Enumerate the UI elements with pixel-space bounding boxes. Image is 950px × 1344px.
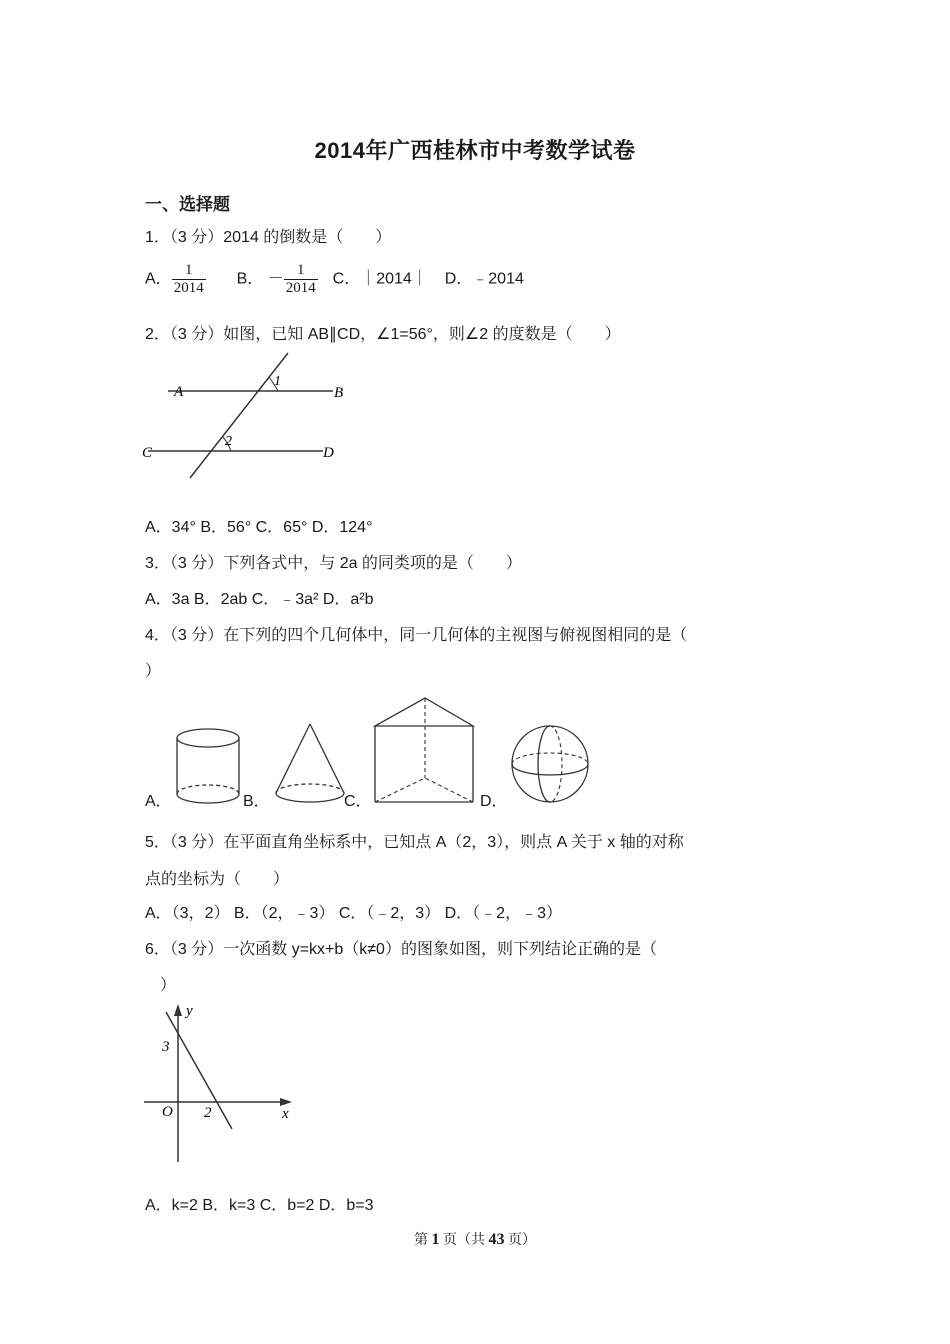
label-d: D bbox=[323, 445, 334, 461]
question-3-stem: 3．（3 分）下列各式中，与 2a 的同类项的是（ ） bbox=[145, 555, 522, 572]
transversal bbox=[190, 353, 288, 478]
question-2-options: A．34° B．56° C．65° D．124° bbox=[145, 519, 373, 536]
question-5-stem: 5．（3 分）在平面直角坐标系中，已知点 A（2，3），则点 A 关于 x 轴的对称 bbox=[145, 834, 684, 851]
cone-figure bbox=[272, 720, 350, 808]
label-b: B bbox=[334, 385, 344, 401]
current-page: 1 bbox=[431, 1231, 440, 1248]
page-title: 2014年广西桂林市中考数学试卷 bbox=[314, 138, 636, 163]
y-intercept-label: 3 bbox=[162, 1039, 170, 1055]
question-4-option-c: C． bbox=[344, 793, 372, 810]
label-angle-1: 1 bbox=[274, 374, 281, 389]
x-intercept-label: 2 bbox=[204, 1105, 212, 1121]
question-1-stem: 1．（3 分）2014 的倒数是（ ） bbox=[145, 229, 392, 246]
label-a: A bbox=[174, 384, 184, 400]
y-axis-arrow bbox=[174, 1004, 182, 1016]
page-footer: 第 1 页（共 43 页） bbox=[414, 1231, 536, 1248]
question-4-option-d: D． bbox=[480, 793, 508, 810]
triangular-prism-figure bbox=[370, 694, 478, 806]
question-2-stem: 2．（3 分）如图，已知 AB∥CD，∠1=56°，则∠2 的度数是（ ） bbox=[145, 326, 621, 343]
question-5-stem-cont: 点的坐标为（ ） bbox=[145, 871, 290, 888]
question-4-stem: 4．（3 分）在下列的四个几何体中，同一几何体的主视图与俯视图相同的是（ bbox=[145, 627, 688, 644]
function-line bbox=[166, 1012, 232, 1129]
question-6-stem: 6．（3 分）一次函数 y=kx+b（k≠0）的图象如图，则下列结论正确的是（ bbox=[145, 941, 657, 958]
question-3-options: A．3a B．2ab C．﹣3a² D．a²b bbox=[145, 591, 374, 608]
cylinder-figure bbox=[172, 726, 244, 808]
linear-function-graph bbox=[140, 998, 300, 1166]
label-angle-2: 2 bbox=[225, 434, 232, 449]
question-4-option-b: B． bbox=[243, 793, 270, 810]
option-b-sign: － bbox=[267, 270, 284, 288]
total-pages: 43 bbox=[488, 1231, 505, 1248]
option-c: C．｜2014｜ bbox=[332, 270, 428, 288]
option-b-label: B． bbox=[236, 270, 264, 288]
fraction-b: $\frac{1}{2014}$ bbox=[285, 262, 316, 296]
option-d: D．﹣2014 bbox=[444, 270, 524, 288]
x-axis-label: x bbox=[282, 1106, 289, 1122]
fraction-a: $\frac{1}{2014}$ bbox=[173, 262, 204, 296]
question-5-options: A．（3，2） B．（2，﹣3） C．（﹣2，3） D．（﹣2，﹣3） bbox=[145, 905, 562, 922]
y-axis-label: y bbox=[186, 1003, 193, 1019]
question-4-stem-cont: ） bbox=[145, 663, 162, 680]
x-axis-arrow bbox=[280, 1098, 292, 1106]
question-1-options bbox=[145, 262, 524, 297]
sphere-figure bbox=[508, 722, 592, 806]
question-6-stem-cont: ） bbox=[160, 977, 177, 994]
question-6-options: A．k=2 B．k=3 C．b=2 D．b=3 bbox=[145, 1197, 374, 1214]
origin-label: O bbox=[162, 1104, 173, 1120]
parallel-lines-figure bbox=[138, 350, 353, 485]
section-heading: 一、选择题 bbox=[145, 195, 230, 214]
question-4-option-a: A． bbox=[145, 793, 172, 810]
option-a-label: A． bbox=[145, 270, 172, 288]
label-c: C bbox=[142, 445, 153, 461]
